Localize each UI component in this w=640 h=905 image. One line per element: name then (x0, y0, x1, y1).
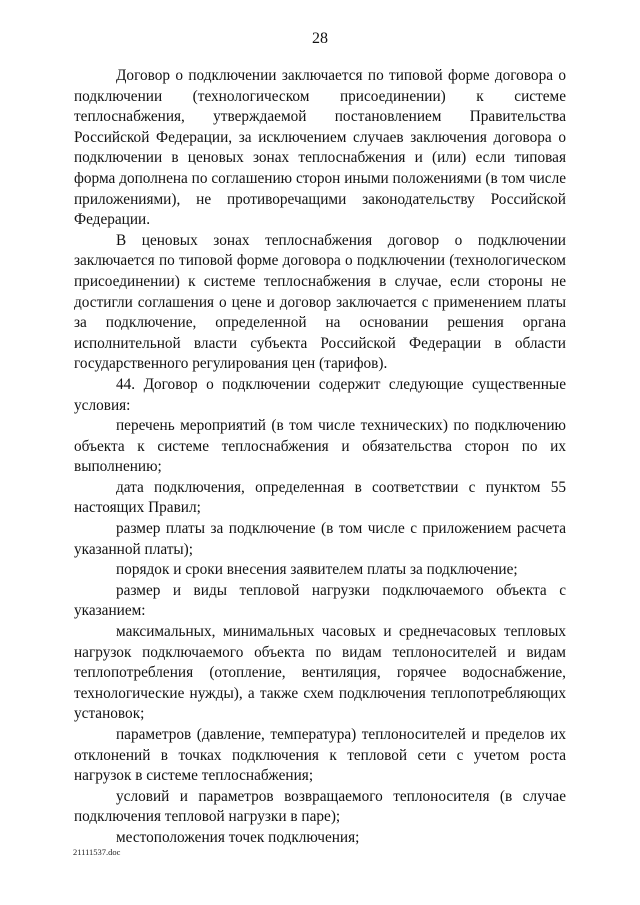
paragraph: условий и параметров возвращаемого теплоносителя (в случае подключения тепловой нагрузки в паре); (74, 787, 566, 826)
document-file-code: 21111537.doc (73, 847, 121, 857)
paragraph: 44. Договор о подключении содержит следующие существенные условия: (74, 375, 566, 414)
paragraph: размер и виды тепловой нагрузки подключаемого объекта с указанием: (74, 581, 566, 620)
paragraph: Договор о подключении заключается по типовой форме договора о подключении (технологическом присоединении) к системе теплоснабжения, утверждаемой постановлением Правительства Российской Федерации, за исключением случаев заключения договора о подключении в ценовых зонах теплоснабжения и (или) если типовая форма дополнена по соглашению сторон иными положениями (в том числе приложениями), не противоречащими законодательству Российской Федерации. (74, 67, 566, 229)
paragraph: В ценовых зонах теплоснабжения договор о подключении заключается по типовой форме договора о подключении (технологическом присоединении) к системе теплоснабжения в случае, если стороны не достигли соглашения о цене и договор заключается с применением платы за подключение, определенной на основании решения органа исполнительной власти субъекта Российской Федерации в области государственного регулирования цен (тарифов). (74, 231, 566, 373)
paragraph: местоположения точек подключения; (116, 828, 360, 846)
page-number: 28 (312, 30, 328, 47)
paragraph: максимальных, минимальных часовых и среднечасовых тепловых нагрузок подключаемого объекта по видам теплоносителей и видам теплопотребления (отопление, вентиляция, горячее водоснабжение, технологические нужды), а также схем подключения теплопотребляющих установок; (74, 623, 566, 723)
paragraph: параметров (давление, температура) теплоносителей и пределов их отклонений в точках подключения к тепловой сети с учетом роста нагрузок в системе теплоснабжения; (74, 726, 566, 785)
paragraph: перечень мероприятий (в том числе технических) по подключению объекта к системе теплоснабжения и обязательства сторон по их выполнению; (74, 417, 566, 476)
document-body (74, 66, 566, 849)
paragraph: порядок и сроки внесения заявителем платы за подключение; (116, 561, 518, 579)
paragraph: размер платы за подключение (в том числе с приложением расчета указанной платы); (74, 520, 566, 558)
paragraph: дата подключения, определенная в соответствии с пунктом 55 настоящих Правил; (74, 478, 566, 517)
